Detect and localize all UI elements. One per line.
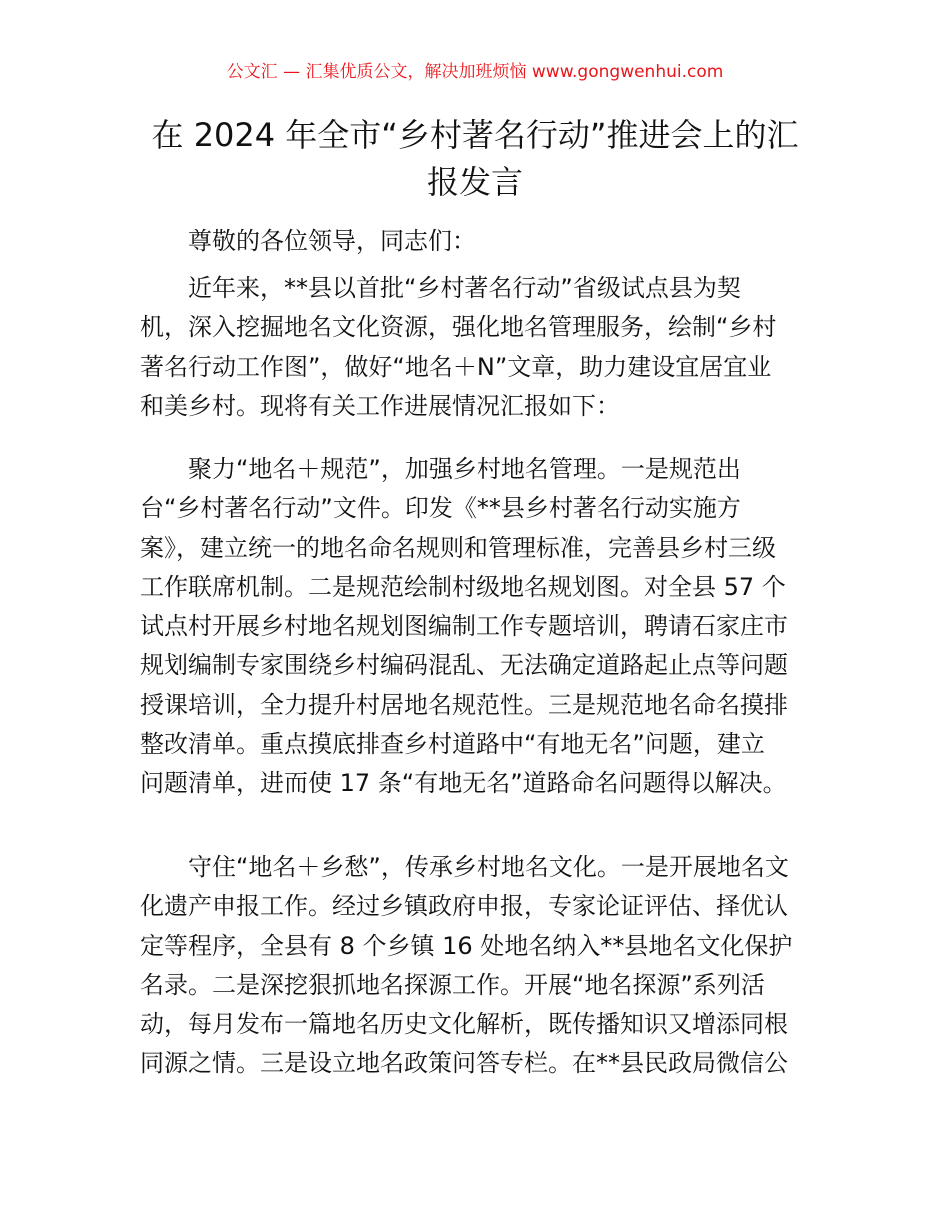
- paragraph-line: 问题清单，进而使 17 条“有地无名”道路命名问题得以解决。: [140, 769, 787, 798]
- paragraph-intro: [140, 269, 820, 426]
- paragraph-culture: [140, 848, 820, 1084]
- paragraph-line: 试点村开展乡村地名规划图编制工作专题培训，聘请石家庄市: [140, 612, 788, 641]
- salutation: [140, 222, 820, 261]
- paragraph-line: 定等程序，全县有 8 个乡镇 16 处地名纳入**县地名文化保护: [140, 931, 793, 960]
- title-line: 在 2024 年全市“乡村著名行动”推进会上的汇: [151, 116, 799, 154]
- paragraph-line: 名录。二是深挖狠抓地名探源工作。开展“地名探源”系列活: [140, 970, 765, 999]
- title-line: 报发言: [426, 163, 523, 201]
- paragraph-line: 和美乡村。现将有关工作进展情况汇报如下：: [140, 391, 620, 420]
- paragraph-line: 聚力“地名＋规范”，加强乡村地名管理。一是规范出: [188, 455, 741, 483]
- paragraph-line: 规划编制专家围绕乡村编码混乱、无法确定道路起止点等问题: [140, 651, 788, 680]
- paragraph-line: 案》，建立统一的地名命名规则和管理标准，完善县乡村三级: [140, 533, 776, 562]
- paragraph-line: 授课培训，全力提升村居地名规范性。三是规范地名命名摸排: [140, 690, 788, 719]
- paragraph-standards: [140, 450, 820, 804]
- paragraph-line: 整改清单。重点摸底排查乡村道路中“有地无名”问题，建立: [140, 730, 765, 759]
- paragraph-line: 动，每月发布一篇地名历史文化解析，既传播知识又增添同根: [140, 1010, 788, 1039]
- paragraph-line: 近年来，**县以首批“乡村著名行动”省级试点县为契: [188, 274, 741, 302]
- paragraph-line: 化遗产申报工作。经过乡镇政府申报，专家论证评估、择优认: [140, 892, 788, 921]
- paragraph-line: 同源之情。三是设立地名政策问答专栏。在**县民政局微信公: [140, 1049, 788, 1078]
- document-title: [0, 112, 950, 206]
- salutation-text: 尊敬的各位领导，同志们：: [188, 227, 476, 255]
- paragraph-line: 著名行动工作图”，做好“地名＋N”文章，助力建设宜居宜业: [140, 352, 772, 381]
- paragraph-line: 守住“地名＋乡愁”，传承乡村地名文化。一是开展地名文: [188, 853, 789, 881]
- site-banner: 公文汇 — 汇集优质公文，解决加班烦恼 www.gongwenhui.com: [226, 62, 724, 82]
- paragraph-line: 机，深入挖掘地名文化资源，强化地名管理服务，绘制“乡村: [140, 313, 777, 342]
- paragraph-line: 工作联席机制。二是规范绘制村级地名规划图。对全县 57 个: [140, 572, 786, 601]
- paragraph-line: 台“乡村著名行动”文件。印发《**县乡村著名行动实施方: [140, 494, 741, 523]
